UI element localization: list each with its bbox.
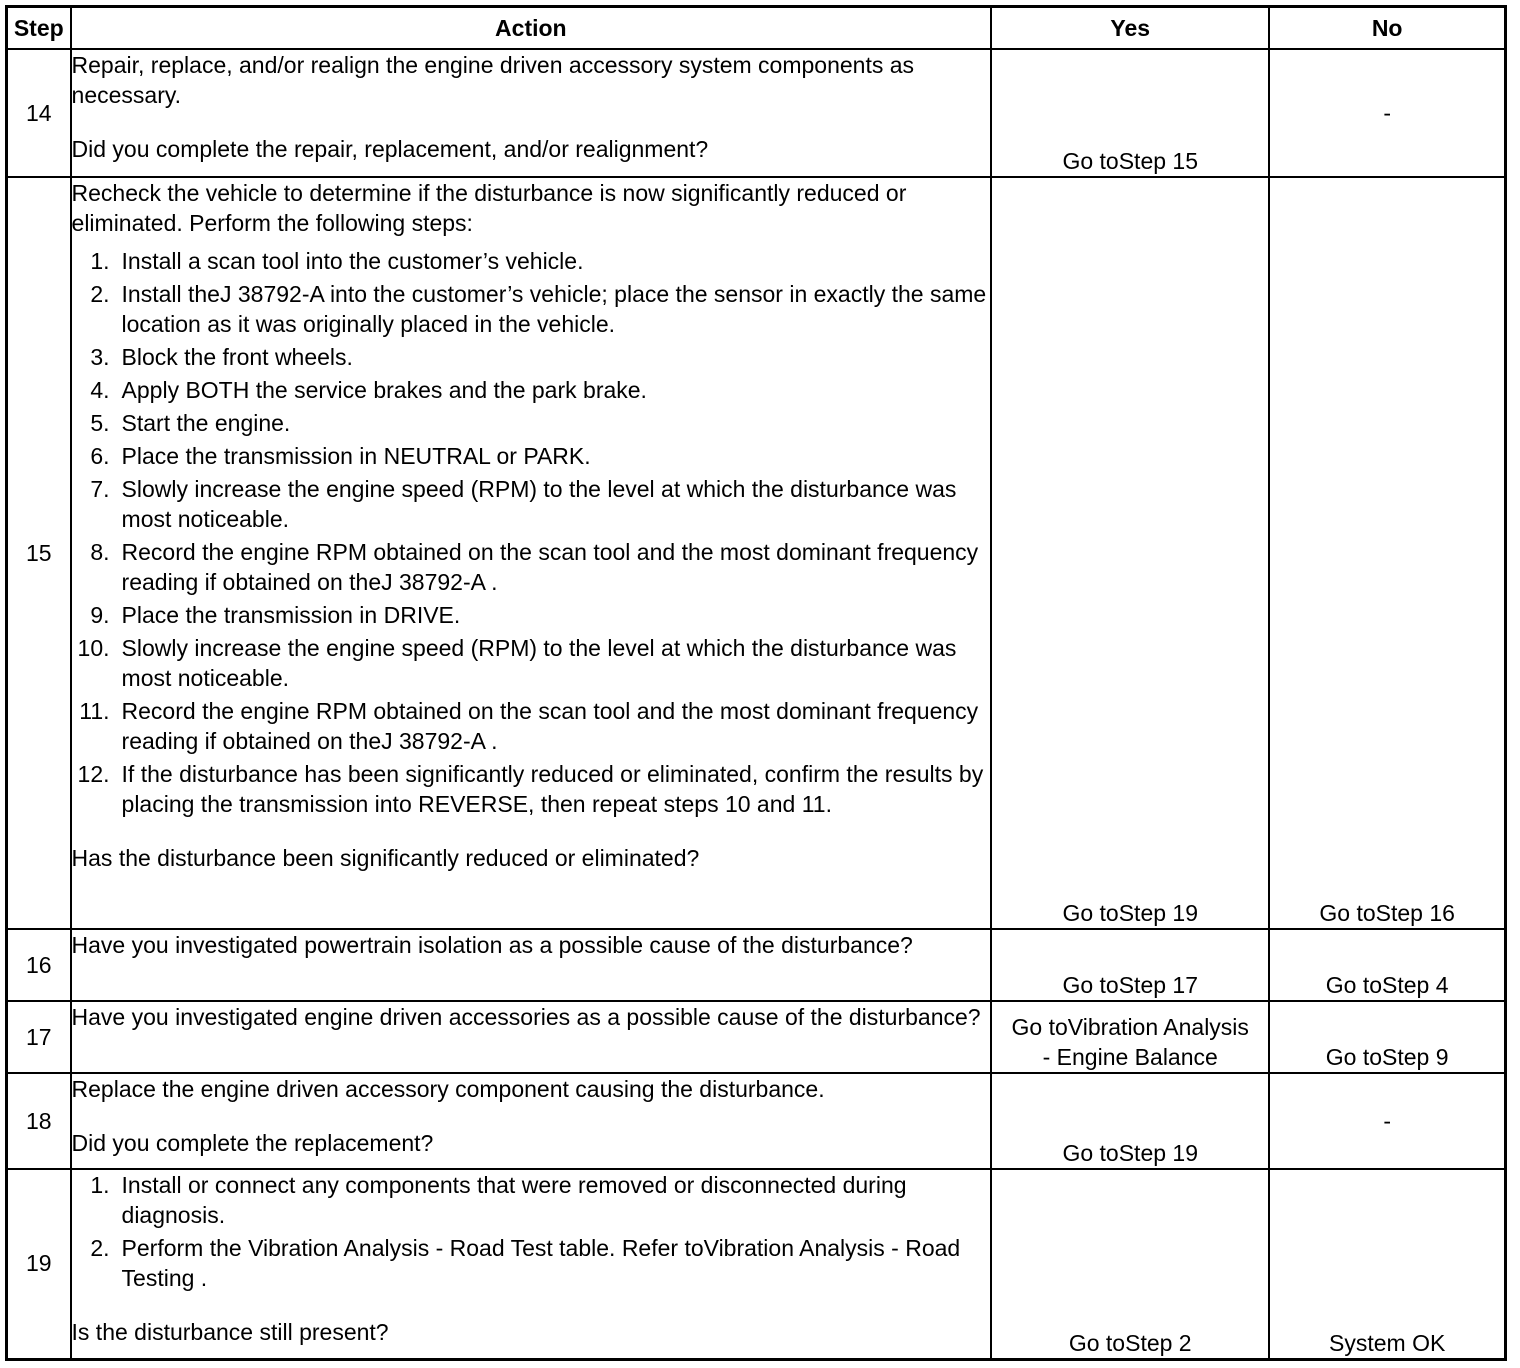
list-item: 10. Slowly increase the engine speed (RPM) to the level at which the disturbance was most noticeable. [77, 635, 957, 691]
yes-result-line: Go toVibration Analysis [1011, 1014, 1249, 1040]
action-cell [71, 49, 992, 177]
list-item-text: Block the front wheels. [121, 344, 353, 370]
action-cell [71, 1169, 992, 1359]
no-result: - [1269, 49, 1505, 177]
yes-result [991, 1001, 1269, 1073]
diagnostic-table [5, 5, 1507, 1361]
list-item-text: Record the engine RPM obtained on the scan tool and the most dominant frequency reading if obtained on theJ 38792-A . [121, 539, 979, 595]
list-item: 1. Install a scan tool into the customer’s vehicle. [90, 248, 584, 274]
list-item: 12. If the disturbance has been significantly reduced or eliminated, confirm the results by placing the transmission into REVERSE, then repeat steps 10 and 11. [77, 761, 984, 817]
list-item-text: Install a scan tool into the customer’s vehicle. [121, 248, 584, 274]
yes-result-line: - Engine Balance [1042, 1044, 1218, 1070]
procedure-list [72, 246, 991, 819]
list-item-text: Place the transmission in NEUTRAL or PARK. [121, 443, 591, 469]
yes-result: Go toStep 15 [991, 49, 1269, 177]
action-cell [71, 929, 992, 1001]
yes-result: Go toStep 19 [991, 1073, 1269, 1169]
list-item: 2. Perform the Vibration Analysis - Road Test table. Refer toVibration Analysis - Road Testing . [90, 1235, 961, 1291]
yes-result: Go toStep 17 [991, 929, 1269, 1001]
table-row [7, 177, 1506, 929]
procedure-list [72, 1170, 991, 1293]
step-number: 17 [7, 1001, 71, 1073]
list-item-text: Place the transmission in DRIVE. [121, 602, 461, 628]
action-question: Has the disturbance been significantly reduced or eliminated? [71, 845, 700, 871]
list-item: 2. Install theJ 38792-A into the customer’s vehicle; place the sensor in exactly the same location as it was originally placed in the vehicle. [90, 281, 987, 337]
list-item: 5. Start the engine. [90, 410, 291, 436]
action-cell [71, 1073, 992, 1169]
no-result: System OK [1269, 1169, 1505, 1359]
no-result: - [1269, 1073, 1505, 1169]
yes-result: Go toStep 2 [991, 1169, 1269, 1359]
list-item: 1. Install or connect any components that were removed or disconnected during diagnosis. [90, 1172, 907, 1228]
list-item: 3. Block the front wheels. [90, 344, 353, 370]
header-yes: Yes [991, 7, 1269, 50]
action-text: Have you investigated powertrain isolation as a possible cause of the disturbance? [71, 932, 913, 958]
action-text: Replace the engine driven accessory component causing the disturbance. [71, 1076, 825, 1102]
step-number: 19 [7, 1169, 71, 1359]
list-item-text: Slowly increase the engine speed (RPM) to the level at which the disturbance was most noticeable. [121, 635, 957, 691]
no-result: Go toStep 16 [1269, 177, 1505, 929]
list-item-text: Install or connect any components that were removed or disconnected during diagnosis. [121, 1172, 907, 1228]
list-item-text: Record the engine RPM obtained on the scan tool and the most dominant frequency reading if obtained on theJ 38792-A . [121, 698, 979, 754]
list-item: 9. Place the transmission in DRIVE. [90, 602, 461, 628]
list-item-text: Slowly increase the engine speed (RPM) to the level at which the disturbance was most noticeable. [121, 476, 957, 532]
action-cell [71, 177, 992, 929]
action-text: Repair, replace, and/or realign the engine driven accessory system components as necessary. [71, 52, 915, 108]
table-row [7, 1169, 1506, 1359]
diagnostic-table-container [5, 5, 1507, 1361]
step-number: 18 [7, 1073, 71, 1169]
list-item-text: Start the engine. [121, 410, 291, 436]
table-row [7, 929, 1506, 1001]
list-item-text: Perform the Vibration Analysis - Road Test table. Refer toVibration Analysis - Road Testing . [121, 1235, 961, 1291]
header-no: No [1269, 7, 1505, 50]
action-text: Recheck the vehicle to determine if the disturbance is now significantly reduced or eliminated. Perform the following steps: [71, 180, 907, 236]
list-item: 4. Apply BOTH the service brakes and the park brake. [90, 377, 647, 403]
no-result: Go toStep 9 [1269, 1001, 1505, 1073]
table-row [7, 1073, 1506, 1169]
step-number: 14 [7, 49, 71, 177]
list-item-text: Install theJ 38792-A into the customer’s vehicle; place the sensor in exactly the same location as it was originally placed in the vehicle. [121, 281, 987, 337]
action-question: Did you complete the replacement? [71, 1130, 434, 1156]
list-item: 11. Record the engine RPM obtained on the scan tool and the most dominant frequency reading if obtained on theJ 38792-A . [79, 698, 979, 754]
no-result: Go toStep 4 [1269, 929, 1505, 1001]
header-row [7, 7, 1506, 50]
list-item: 7. Slowly increase the engine speed (RPM) to the level at which the disturbance was most noticeable. [90, 476, 957, 532]
list-item: 8. Record the engine RPM obtained on the scan tool and the most dominant frequency reading if obtained on theJ 38792-A . [90, 539, 979, 595]
action-question: Is the disturbance still present? [71, 1319, 389, 1345]
yes-result: Go toStep 19 [991, 177, 1269, 929]
header-action: Action [71, 7, 992, 50]
step-number: 15 [7, 177, 71, 929]
list-item-text: If the disturbance has been significantly reduced or eliminated, confirm the results by placing the transmission into REVERSE, then repeat steps 10 and 11. [121, 761, 984, 817]
list-item: 6. Place the transmission in NEUTRAL or PARK. [90, 443, 591, 469]
header-step: Step [7, 7, 71, 50]
table-row [7, 1001, 1506, 1073]
action-text: Have you investigated engine driven accessories as a possible cause of the disturbance? [71, 1004, 981, 1030]
action-cell [71, 1001, 992, 1073]
step-number: 16 [7, 929, 71, 1001]
table-row [7, 49, 1506, 177]
list-item-text: Apply BOTH the service brakes and the park brake. [121, 377, 647, 403]
action-question: Did you complete the repair, replacement, and/or realignment? [71, 136, 709, 162]
